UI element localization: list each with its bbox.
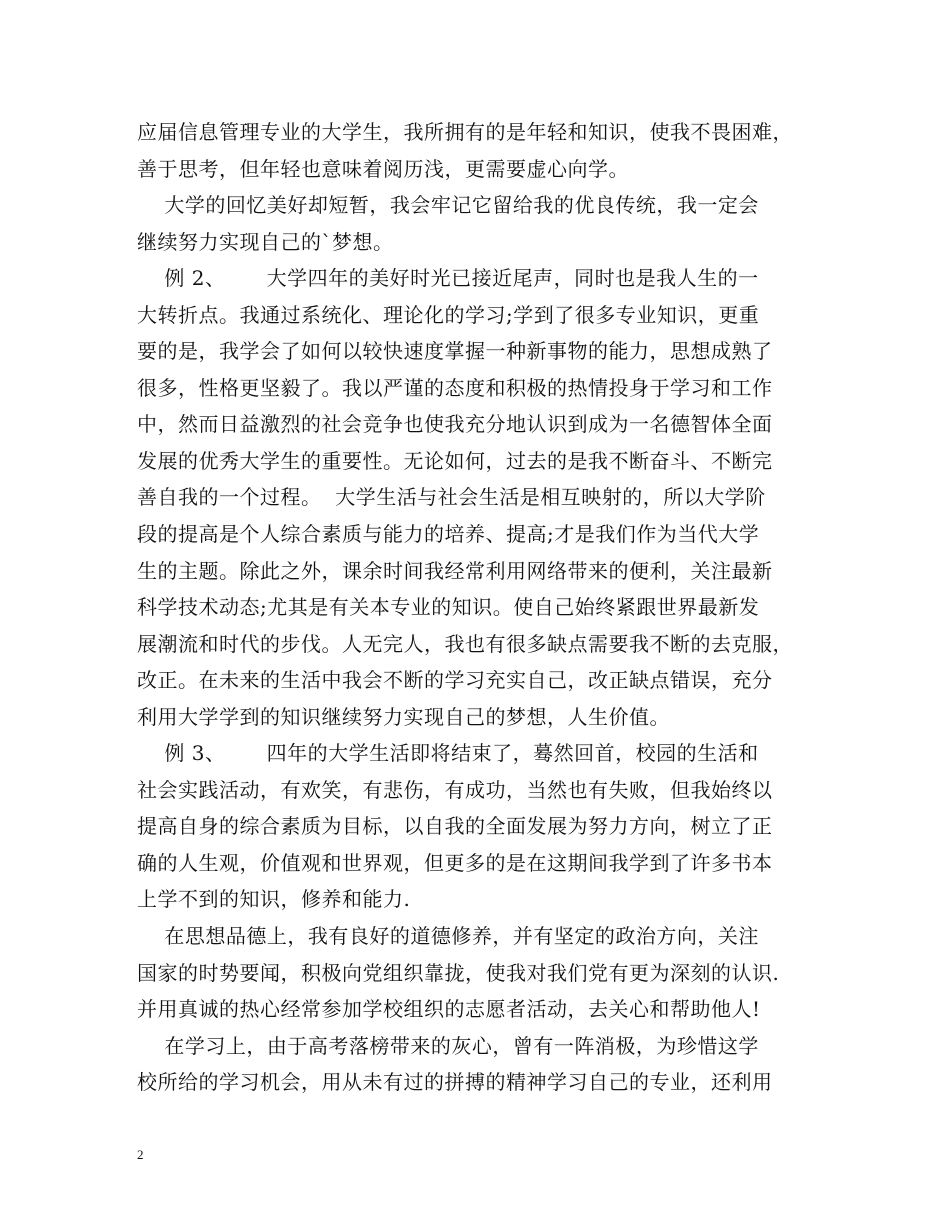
text-line: 在思想品德上，我有良好的道德修养，并有坚定的政治方向，关注 <box>137 924 759 949</box>
text-line: 提高自身的综合素质为目标，以自我的全面发展为努力方向，树立了正 <box>137 814 773 839</box>
text-line: 校所给的学习机会，用从未有过的拼搏的精神学习自己的专业，还利用 <box>137 1070 773 1095</box>
text-line: 发展的优秀大学生的重要性。无论如何，过去的是我不断奋斗、不断完 <box>137 448 773 473</box>
text-line: 生的主题。除此之外，课余时间我经常利用网络带来的便利，关注最新 <box>137 558 773 583</box>
text-line: 应届信息管理专业的大学生，我所拥有的是年轻和知识，使我不畏困难， <box>137 120 793 144</box>
text-line: 大学的回忆美好却短暂，我会牢记它留给我的优良传统，我一定会 <box>137 193 759 218</box>
text-line: 改正。在未来的生活中我会不断的学习充实自己，改正缺点错误，充分 <box>137 668 773 693</box>
text-line: 并用真诚的热心经常参加学校组织的志愿者活动，去关心和帮助他人! <box>137 997 761 1022</box>
text-line: 确的人生观，价值观和世界观，但更多的是在这期间我学到了许多书本 <box>137 850 773 875</box>
text-line: 善于思考，但年轻也意味着阅历浅，更需要虚心向学。 <box>137 156 629 181</box>
text-line: 国家的时势要闻，积极向党组织靠拢，使我对我们党有更为深刻的认识. <box>137 960 780 985</box>
text-line: 例 2、 大学四年的美好时光已接近尾声，同时也是我人生的一 <box>137 266 759 291</box>
text-line: 例 3、 四年的大学生活即将结束了，蓦然回首，校园的生活和 <box>137 741 759 766</box>
text-line: 继续努力实现自己的`梦想。 <box>137 229 394 254</box>
text-line: 在学习上，由于高考落榜带来的灰心，曾有一阵消极，为珍惜这学 <box>137 1033 759 1058</box>
page-number: 2 <box>137 1147 144 1162</box>
text-line: 中，然而日益激烈的社会竞争也使我充分地认识到成为一名德智体全面 <box>137 412 773 437</box>
text-line: 社会实践活动，有欢笑，有悲伤，有成功，当然也有失败，但我始终以 <box>137 777 773 802</box>
text-line: 段的提高是个人综合素质与能力的培养、提高;才是我们作为当代大学 <box>137 522 760 547</box>
body-text <box>137 114 817 1101</box>
text-line: 利用大学学到的知识继续努力实现自己的梦想，人生价值。 <box>137 704 670 729</box>
text-line: 善自我的一个过程。 大学生活与社会生活是相互映射的，所以大学阶 <box>137 485 766 510</box>
text-line: 展潮流和时代的步伐。人无完人，我也有很多缺点需要我不断的去克服， <box>137 631 793 656</box>
text-line: 很多，性格更坚毅了。我以严谨的态度和积极的热情投身于学习和工作 <box>137 375 773 400</box>
text-line: 大转折点。我通过系统化、理论化的学习;学到了很多专业知识，更重 <box>137 302 760 327</box>
text-line: 要的是，我学会了如何以较快速度掌握一种新事物的能力，思想成熟了 <box>137 339 773 364</box>
text-line: 上学不到的知识，修养和能力. <box>137 887 411 912</box>
text-line: 科学技术动态;尤其是有关本专业的知识。使自己始终紧跟世界最新发 <box>137 595 760 620</box>
